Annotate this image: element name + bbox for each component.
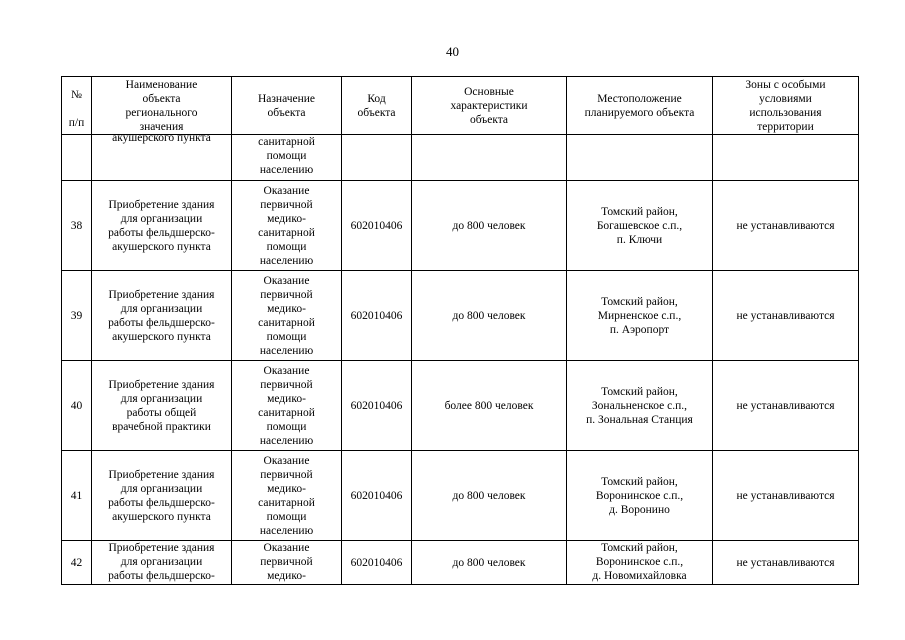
header-name: Наименование объекта регионального значения — [92, 77, 232, 135]
header-characteristics: Основные характеристики объекта — [412, 77, 567, 135]
cell-name: акушерского пункта — [92, 135, 232, 181]
table-header-row — [62, 77, 859, 135]
cell-code: 602010406 — [342, 271, 412, 361]
cell-purpose: Оказание первичной медико- санитарной помощи населению — [232, 271, 342, 361]
header-number-sign: № — [71, 88, 82, 101]
table-row — [62, 451, 859, 541]
cell-code: 602010406 — [342, 361, 412, 451]
header-number — [62, 77, 92, 135]
cell-code — [342, 135, 412, 181]
cell-characteristics: до 800 человек — [412, 541, 567, 585]
cell-num: 40 — [62, 361, 92, 451]
cell-zones: не устанавливаются — [713, 271, 859, 361]
cell-num — [62, 135, 92, 181]
cell-zones: не устанавливаются — [713, 361, 859, 451]
cell-characteristics: до 800 человек — [412, 181, 567, 271]
cell-purpose: Оказание первичной медико- санитарной помощи населению — [232, 361, 342, 451]
cell-num: 42 — [62, 541, 92, 585]
cell-code: 602010406 — [342, 181, 412, 271]
cell-location: Томский район, Мирненское с.п., п. Аэропорт — [567, 271, 713, 361]
table-row — [62, 541, 859, 585]
cell-characteristics: более 800 человек — [412, 361, 567, 451]
cell-name: Приобретение здания для организации работы фельдшерско- акушерского пункта — [92, 451, 232, 541]
table-row — [62, 181, 859, 271]
cell-location: Томский район, Зональненское с.п., п. Зональная Станция — [567, 361, 713, 451]
cell-characteristics: до 800 человек — [412, 451, 567, 541]
cell-location: Томский район, Богашевское с.п., п. Ключи — [567, 181, 713, 271]
cell-name: Приобретение здания для организации работы фельдшерско- — [92, 541, 232, 585]
header-zones: Зоны с особыми условиями использования территории — [713, 77, 859, 135]
cell-location: Томский район, Воронинское с.п., д. Воронино — [567, 451, 713, 541]
cell-purpose: Оказание первичной медико- — [232, 541, 342, 585]
cell-characteristics — [412, 135, 567, 181]
table-row — [62, 361, 859, 451]
cell-purpose: санитарной помощи населению — [232, 135, 342, 181]
header-number-pp: п/п — [68, 116, 85, 129]
table-row — [62, 271, 859, 361]
page-number: 40 — [446, 44, 459, 59]
cell-num: 41 — [62, 451, 92, 541]
header-purpose: Назначение объекта — [232, 77, 342, 135]
header-code: Код объекта — [342, 77, 412, 135]
cell-code: 602010406 — [342, 451, 412, 541]
cell-purpose: Оказание первичной медико- санитарной помощи населению — [232, 451, 342, 541]
cell-name: Приобретение здания для организации работы фельдшерско- акушерского пункта — [92, 271, 232, 361]
cell-name: Приобретение здания для организации работы фельдшерско- акушерского пункта — [92, 181, 232, 271]
cell-code: 602010406 — [342, 541, 412, 585]
table-row-continuation — [62, 135, 859, 181]
cell-zones: не устанавливаются — [713, 541, 859, 585]
cell-location: Томский район, Воронинское с.п., д. Новомихайловка — [567, 541, 713, 585]
cell-characteristics: до 800 человек — [412, 271, 567, 361]
cell-num: 39 — [62, 271, 92, 361]
header-location: Местоположение планируемого объекта — [567, 77, 713, 135]
cell-zones: не устанавливаются — [713, 451, 859, 541]
cell-num: 38 — [62, 181, 92, 271]
objects-table — [61, 76, 859, 585]
cell-zones: не устанавливаются — [713, 181, 859, 271]
cell-purpose: Оказание первичной медико- санитарной помощи населению — [232, 181, 342, 271]
cell-name: Приобретение здания для организации работы общей врачебной практики — [92, 361, 232, 451]
cell-location — [567, 135, 713, 181]
cell-zones — [713, 135, 859, 181]
